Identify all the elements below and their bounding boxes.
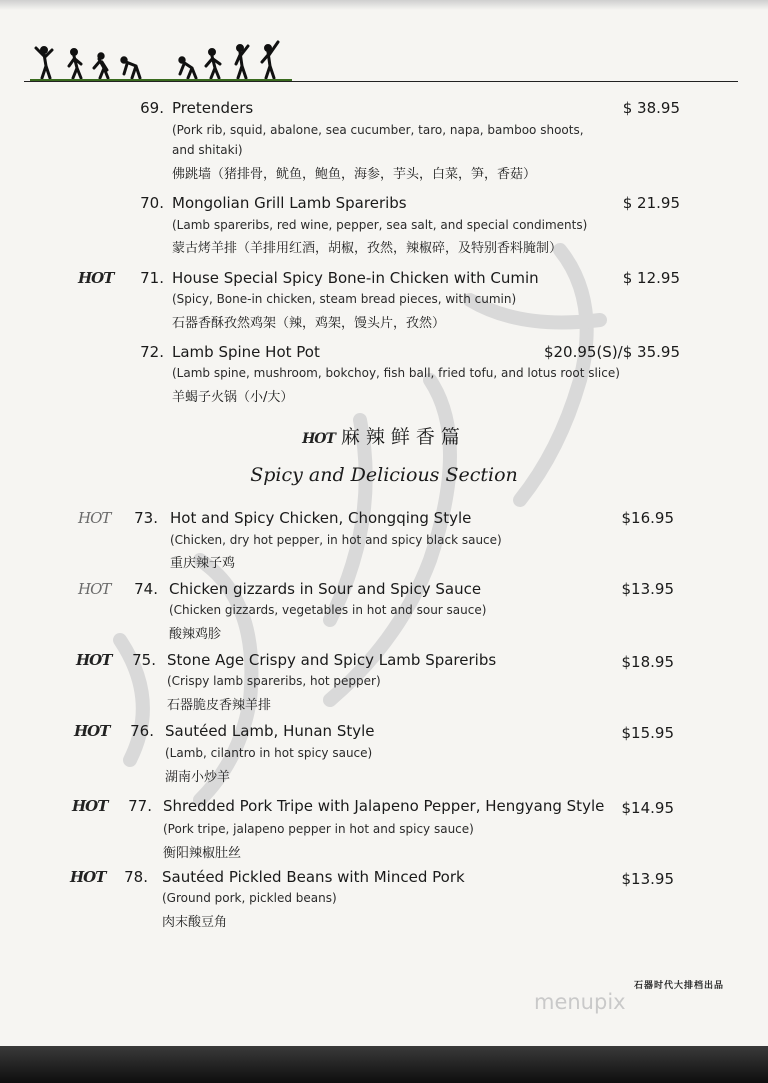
item-price: $15.95 [621,724,674,742]
item-name-chinese: 羊蝎子火锅（小/大） [172,390,294,405]
item-price: $18.95 [621,653,674,671]
item-description: (Lamb spine, mushroom, bokchoy, fish ball, fried tofu, and lotus root slice) [172,366,620,380]
item-name: Lamb Spine Hot Pot [172,343,320,361]
top-edge-shadow [0,0,768,10]
item-number: 69. [140,99,164,117]
item-name: Hot and Spicy Chicken, Chongqing Style [170,509,472,527]
item-number: 76. [130,722,154,740]
item-description: (Chicken, dry hot pepper, in hot and spicy black sauce) [170,533,502,547]
hot-label: HOT [70,868,106,886]
item-number: 78. [124,868,148,886]
item-price: $13.95 [621,870,674,888]
item-name: House Special Spicy Bone-in Chicken with Cumin [172,269,539,287]
item-name: Chicken gizzards in Sour and Spicy Sauce [169,580,482,598]
section-title-english: Spicy and Delicious Section [250,464,518,486]
item-description: (Lamb, cilantro in hot spicy sauce) [165,746,373,760]
item-name-chinese: 肉末酸豆角 [162,915,228,930]
item-number: 72. [140,343,164,361]
footer-brand-text: 石器时代大排档出品 [633,981,724,991]
bottom-scan-band [0,1046,768,1083]
item-name: Mongolian Grill Lamb Spareribs [172,194,407,212]
item-name: Pretenders [172,99,254,117]
hot-label: HOT [74,722,110,740]
item-price: $ 38.95 [622,99,680,117]
item-price: $20.95(S)/$ 35.95 [543,343,680,361]
item-name-chinese: 衡阳辣椒肚丝 [163,846,242,861]
header-divider [24,81,738,82]
section-title-chinese [0,422,768,449]
item-price: $ 12.95 [622,269,680,287]
hot-label: HOT [302,431,335,447]
item-name-chinese: 湖南小炒羊 [165,770,231,785]
hot-label: HOT [78,269,114,287]
menupix-watermark: menupix [534,990,626,1014]
item-description: (Pork tripe, jalapeno pepper in hot and spicy sauce) [163,822,474,836]
item-name-chinese: 石器香酥孜然鸡架（辣，鸡架，馒头片，孜然） [172,316,446,331]
item-number: 73. [134,509,158,527]
item-price: $13.95 [621,580,674,598]
hot-label: HOT [78,580,111,598]
item-name-chinese: 石器脆皮香辣羊排 [167,698,272,713]
hot-label: HOT [76,651,112,669]
item-price: $14.95 [621,799,674,817]
item-price: $ 21.95 [622,194,680,212]
item-name: Sautéed Lamb, Hunan Style [165,722,375,740]
item-price: $16.95 [621,509,674,527]
item-name-chinese: 重庆辣子鸡 [170,556,236,571]
item-description: (Crispy lamb spareribs, hot pepper) [167,674,381,688]
item-number: 77. [128,797,152,815]
item-name-chinese: 酸辣鸡胗 [169,627,222,642]
item-number: 74. [134,580,158,598]
item-name: Stone Age Crispy and Spicy Lamb Spareribs [167,651,497,669]
item-description-cont: and shitaki) [172,143,243,157]
item-number: 71. [140,269,164,287]
item-name-chinese: 佛跳墙（猪排骨，鱿鱼，鲍鱼，海参，芋头，白菜，笋，香菇） [172,167,537,182]
item-description: (Chicken gizzards, vegetables in hot and sour sauce) [169,603,487,617]
item-number: 75. [132,651,156,669]
item-description: (Spicy, Bone-in chicken, steam bread pieces, with cumin) [172,292,517,306]
item-description: (Lamb spareribs, red wine, pepper, sea salt, and special condiments) [172,218,588,232]
item-name: Shredded Pork Tripe with Jalapeno Pepper, Hengyang Style [163,797,605,815]
evolution-silhouette-art [24,36,294,82]
item-description: (Pork rib, squid, abalone, sea cucumber, taro, napa, bamboo shoots, [172,123,584,137]
item-name-chinese: 蒙古烤羊排（羊排用红酒，胡椒，孜然，辣椒碎，及特别香料腌制） [172,241,563,256]
hot-label: HOT [78,509,111,527]
item-description: (Ground pork, pickled beans) [162,891,337,905]
item-name: Sautéed Pickled Beans with Minced Pork [162,868,465,886]
item-number: 70. [140,194,164,212]
section-title-cn-text: 麻辣鲜香篇 [340,426,466,448]
hot-label: HOT [72,797,108,815]
